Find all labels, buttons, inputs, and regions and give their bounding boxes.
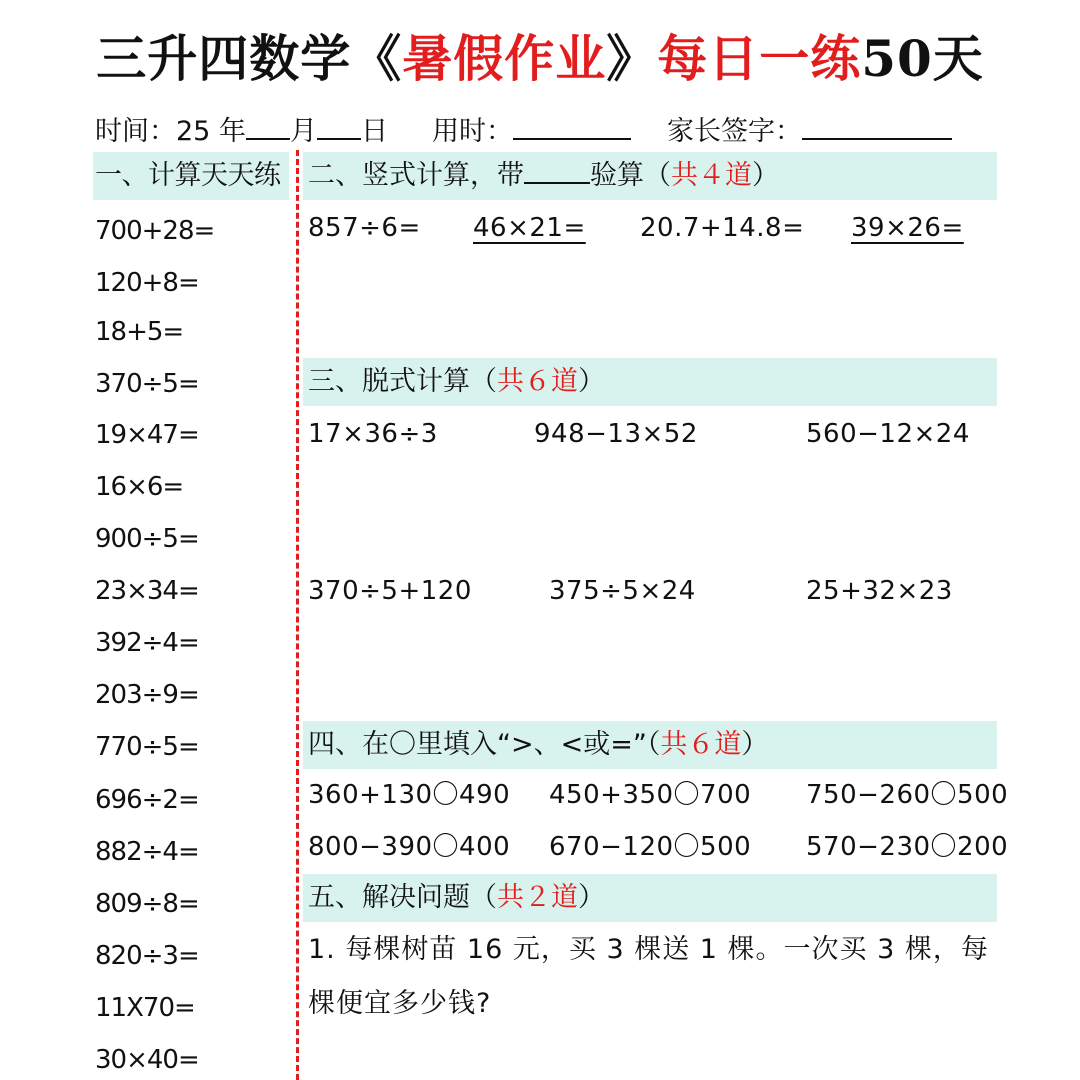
calc-item: 30×40= bbox=[95, 1045, 199, 1075]
column-divider bbox=[296, 150, 299, 1080]
title-part-5: 50天 bbox=[861, 29, 984, 88]
compare-problem: 800−390〇400 bbox=[308, 832, 511, 862]
calc-item: 19×47= bbox=[95, 420, 199, 450]
stepwise-calc-problem: 25+32×23 bbox=[806, 576, 953, 606]
calc-item: 820÷3= bbox=[95, 941, 199, 971]
calc-item: 900÷5= bbox=[95, 524, 199, 554]
vertical-calc-problem: 46×21= bbox=[473, 213, 586, 243]
title-part-2: 暑假作业 bbox=[402, 29, 607, 88]
section3-header-a: 三、脱式计算（ bbox=[308, 366, 497, 397]
calc-item: 809÷8= bbox=[95, 889, 199, 919]
compare-problem: 570−230〇200 bbox=[806, 832, 1009, 862]
calc-item: 370÷5= bbox=[95, 369, 199, 399]
section4-header bbox=[308, 721, 768, 769]
section2-header-count: 共４道 bbox=[671, 160, 752, 191]
title-part-3: 》 bbox=[606, 29, 658, 88]
stepwise-calc-problem: 560−12×24 bbox=[806, 419, 970, 449]
time-label: 时间：25 年 bbox=[95, 116, 246, 147]
stepwise-calc-problem: 948−13×52 bbox=[534, 419, 698, 449]
section5-header bbox=[308, 874, 605, 922]
calc-item: 392÷4= bbox=[95, 628, 199, 658]
stepwise-calc-problem: 375÷5×24 bbox=[549, 576, 696, 606]
calc-item: 696÷2= bbox=[95, 785, 199, 815]
section5-header-a: 五、解决问题（ bbox=[308, 882, 497, 913]
section2-header-blank bbox=[524, 156, 590, 184]
calc-item: 120+8= bbox=[95, 268, 199, 298]
compare-problem: 450+350〇700 bbox=[549, 780, 752, 810]
section2-header bbox=[308, 152, 779, 200]
title-part-1: 三升四数学《 bbox=[96, 29, 403, 88]
section2-header-c: ） bbox=[752, 160, 779, 191]
section3-header-c: ） bbox=[578, 366, 605, 397]
section3-header-count: 共６道 bbox=[497, 366, 578, 397]
vertical-calc-problem: 20.7+14.8= bbox=[640, 213, 805, 243]
section3-header bbox=[308, 358, 605, 406]
vertical-calc-problem: 857÷6= bbox=[308, 213, 421, 243]
calc-item: 16×6= bbox=[95, 472, 184, 502]
title-part-4: 每日一练 bbox=[657, 29, 862, 88]
stepwise-calc-problem: 370÷5+120 bbox=[308, 576, 472, 606]
word-problem-line: 棵便宜多少钱? bbox=[308, 988, 492, 1019]
section2-header-b: 验算（ bbox=[590, 160, 671, 191]
month-blank[interactable] bbox=[246, 110, 290, 140]
compare-problem: 360+130〇490 bbox=[308, 780, 511, 810]
page-title bbox=[0, 28, 1080, 90]
used-time-label: 用时： bbox=[431, 116, 513, 147]
section4-header-count: 共６道 bbox=[660, 729, 742, 760]
calc-item: 203÷9= bbox=[95, 680, 199, 710]
section5-header-count: 共２道 bbox=[497, 882, 578, 913]
compare-problem: 750−260〇500 bbox=[806, 780, 1009, 810]
word-problem-line: 1. 每棵树苗 16 元，买 3 棵送 1 棵。一次买 3 棵，每 bbox=[308, 934, 989, 965]
day-label: 日 bbox=[360, 116, 388, 147]
calc-item: 23×34= bbox=[95, 576, 199, 606]
day-blank[interactable] bbox=[317, 110, 361, 140]
stepwise-calc-problem: 17×36÷3 bbox=[308, 419, 438, 449]
month-label: 月 bbox=[289, 116, 317, 147]
calc-item: 700+28= bbox=[95, 216, 215, 246]
vertical-calc-problem: 39×26= bbox=[851, 213, 964, 243]
parent-sign-label: 家长签字： bbox=[666, 116, 802, 147]
info-line bbox=[95, 110, 952, 152]
parent-sign-blank[interactable] bbox=[802, 110, 952, 140]
section2-header-a: 二、竖式计算，带 bbox=[308, 160, 524, 191]
section5-header-c: ） bbox=[578, 882, 605, 913]
section1-header: 一、计算天天练 bbox=[95, 160, 281, 191]
used-time-blank[interactable] bbox=[513, 110, 631, 140]
calc-item: 770÷5= bbox=[95, 732, 199, 762]
calc-item: 18+5= bbox=[95, 317, 184, 347]
calc-item: 11X70= bbox=[95, 993, 195, 1023]
compare-problem: 670−120〇500 bbox=[549, 832, 752, 862]
section4-header-a: 四、在〇里填入“>、<或=”（ bbox=[308, 729, 661, 760]
section4-header-c: ） bbox=[741, 729, 769, 760]
calc-item: 882÷4= bbox=[95, 837, 199, 867]
